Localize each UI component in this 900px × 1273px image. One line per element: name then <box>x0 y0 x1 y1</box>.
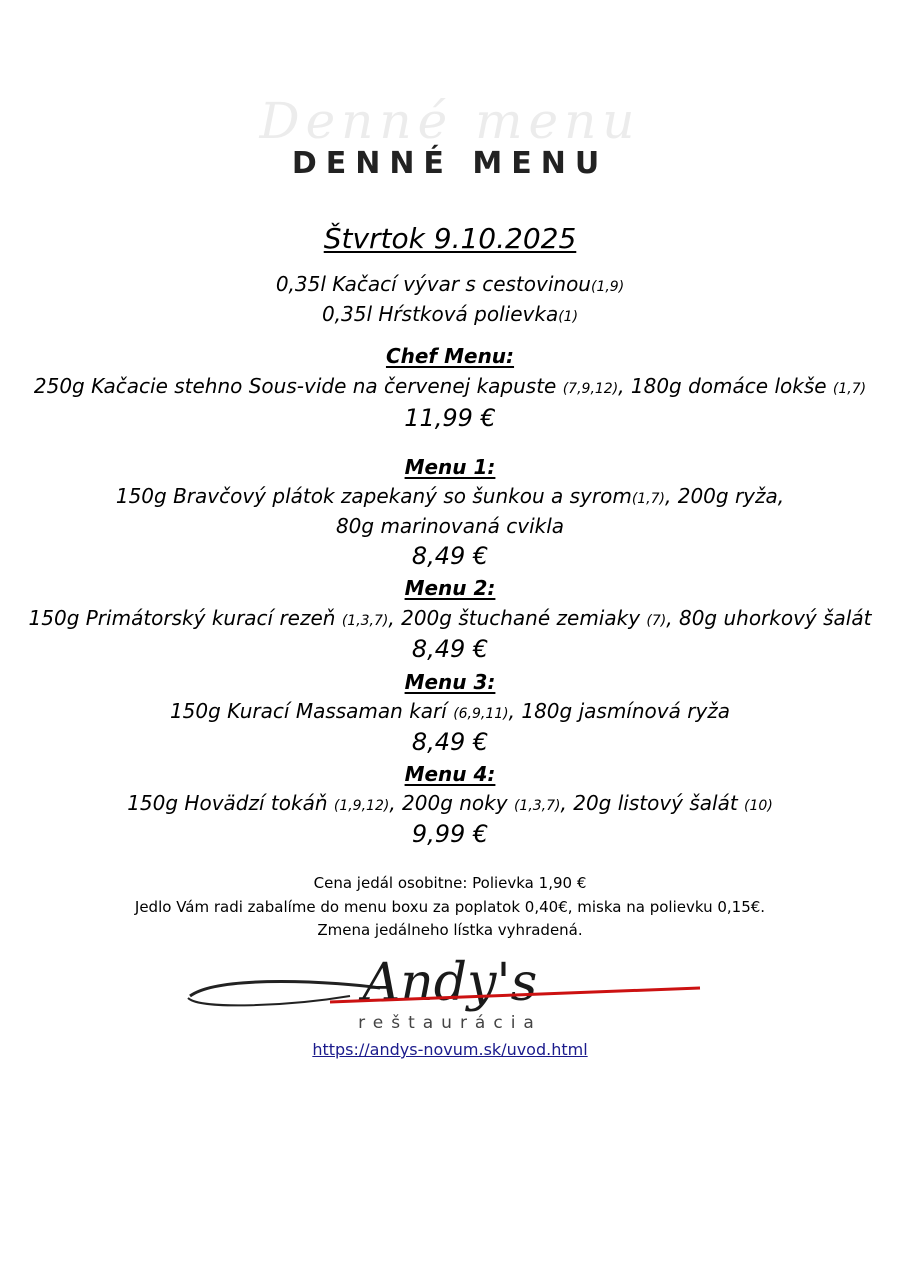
menu2-description: 150g Primátorský kurací rezeň (1,3,7), 200g štuchané zemiaky (7), 80g uhorkový šalát <box>28 606 872 630</box>
menu2-heading: Menu 2: <box>404 576 496 600</box>
menu4-description: 150g Hovädzí tokáň (1,9,12), 200g noky (1,3,7), 20g listový šalát (10) <box>127 791 773 815</box>
menu3-description: 150g Kurací Massaman karí (6,9,11), 180g jasmínová ryža <box>169 699 731 723</box>
allergens: (1) <box>558 309 579 325</box>
menu2-price: 8,49 € <box>411 635 489 663</box>
menu1-description-line2: 80g marinovaná cvikla <box>335 514 565 538</box>
soup-item: 0,35l Hŕstková polievka(1) <box>321 302 579 326</box>
change-note: Zmena jedálneho lístka vyhradená. <box>317 921 583 939</box>
page-title: DENNÉ MENU <box>291 146 609 181</box>
chef-menu-heading: Chef Menu: <box>385 344 515 368</box>
menu3-price: 8,49 € <box>411 728 489 756</box>
chef-menu-description: 250g Kačacie stehno Sous-vide na červenej kapuste (7,9,12), 180g domáce lokše (1,7) <box>33 374 867 398</box>
restaurant-logo <box>0 952 900 1036</box>
menu4-price: 9,99 € <box>411 820 489 848</box>
packaging-note: Jedlo Vám radi zabalíme do menu boxu za poplatok 0,40€, miska na polievku 0,15€. <box>134 898 766 916</box>
price-note: Cena jedál osobitne: Polievka 1,90 € <box>313 874 587 892</box>
menu1-heading: Menu 1: <box>404 455 496 479</box>
soup-item: 0,35l Kačací vývar s cestovinou(1,9) <box>275 272 625 296</box>
logo-subtitle: reštaurácia <box>358 1013 542 1033</box>
menu1-price: 8,49 € <box>411 542 489 570</box>
menu1-description: 150g Bravčový plátok zapekaný so šunkou a syrom(1,7), 200g ryža, <box>115 484 785 508</box>
logo-script: Andy's <box>362 953 538 1013</box>
website-link[interactable]: https://andys-novum.sk/uvod.html <box>312 1040 588 1059</box>
chef-menu-price: 11,99 € <box>404 404 496 432</box>
allergens: (1,9) <box>590 279 625 295</box>
menu-date: Štvrtok 9.10.2025 <box>323 222 577 255</box>
header-watermark: Denné menu <box>259 92 641 150</box>
menu4-heading: Menu 4: <box>404 762 496 786</box>
menu3-heading: Menu 3: <box>404 670 496 694</box>
